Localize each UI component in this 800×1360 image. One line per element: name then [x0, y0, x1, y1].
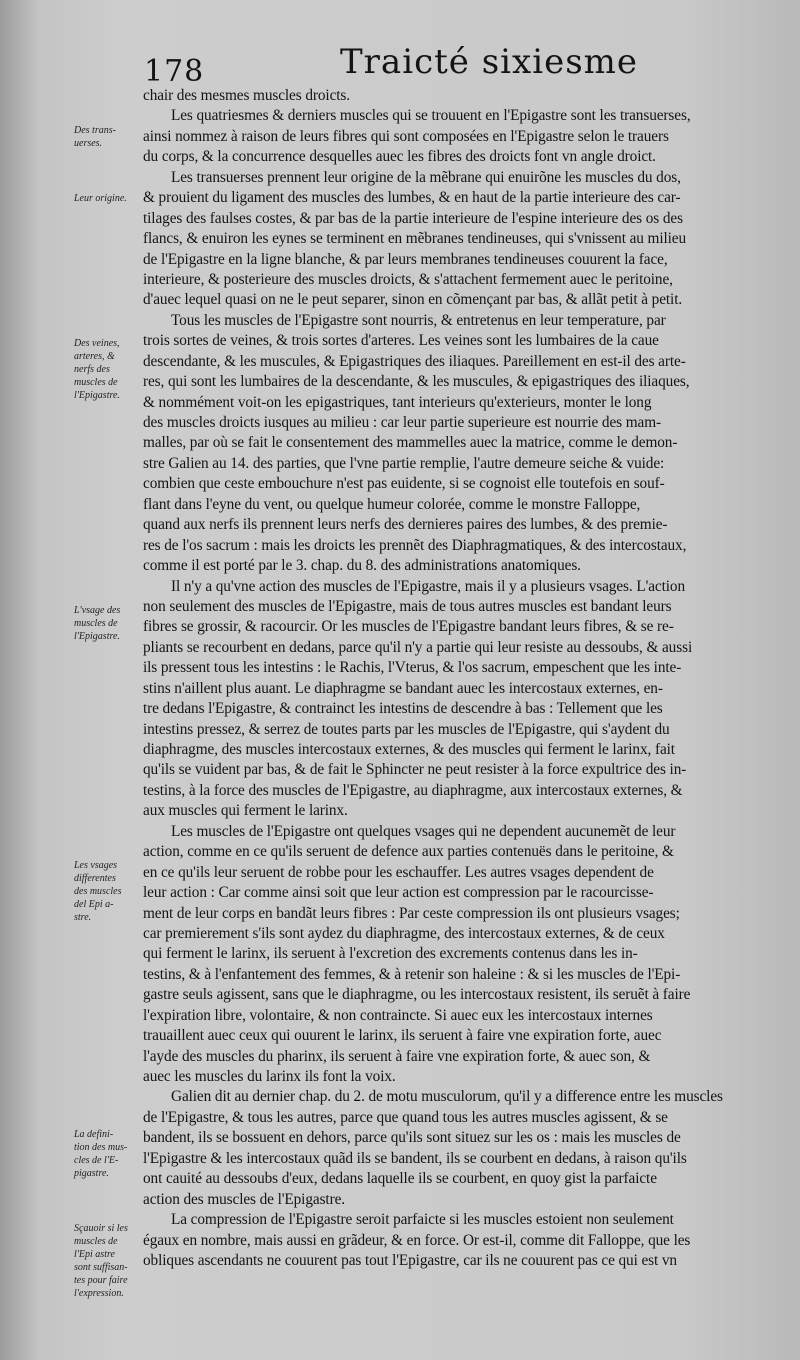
text-line: bandent, ils se bossuent en dehors, parce qu'ils sont situez sur les os : mais les muscles de	[143, 1129, 681, 1147]
text-line: Galien dit au dernier chap. du 2. de motu musculorum, qu'il y a difference entre les muscles	[171, 1088, 723, 1106]
text-line: testins, & à l'enfantement des femmes, & à retenir son haleine : & si les muscles de l'Epi-	[143, 965, 681, 983]
text-line: qu'ils se vuident par bas, & de fait le Sphincter ne peut resister à la force expultrice des in-	[143, 761, 687, 779]
text-line: pliants se recourbent en dedans, parce qu'il n'y a partie qui leur resiste au dessoubs, & aussi	[143, 638, 693, 656]
text-line: res de l'os sacrum : mais les droicts les prennẽt des Diaphragmatiques, & des intercostaux,	[143, 536, 687, 554]
text-line: ainsi nommez à raison de leurs fibres qui sont composées en l'Epigastre selon le trauers	[143, 127, 669, 145]
text-line: gastre seuls agissent, sans que le diaphragme, ou les intercostaux resistent, ils seruẽt à faire	[143, 986, 691, 1004]
text-line: flancs, & enuiron les eynes se terminent en mẽbranes tendineuses, qui s'vnissent au milieu	[143, 230, 687, 248]
text-line: malles, par où se fait le consentement des mammelles auec la matrice, comme le demon-	[143, 434, 678, 452]
text-line: ment de leur corps en bandãt leurs fibres : Par ceste compression ils ont plusieurs vsages;	[143, 904, 680, 922]
text-line: tilages des faulses costes, & par bas de la partie interieure de l'espine interieure des os des	[143, 209, 683, 227]
text-line: non seulement des muscles de l'Epigastre, mais de tous autres muscles est bandant leurs	[143, 597, 672, 615]
text-line: intestins pressez, & serrez de toutes parts par les muscles de l'Epigastre, qui s'aydent du	[143, 720, 670, 738]
page-number: 178	[144, 54, 205, 89]
text-line: leur action : Car comme ainsi soit que leur action est compression par le racourcisse-	[143, 884, 654, 902]
text-line: aux muscles qui ferment le larinx.	[143, 802, 348, 820]
text-line: Les muscles de l'Epigastre ont quelques vsages qui ne dependent aucunemẽt de leur	[171, 822, 676, 840]
running-head	[140, 40, 760, 90]
text-line: stins n'aillent plus auant. Le diaphragme se bandant auec les intercostaux externes, en-	[143, 679, 663, 697]
text-line: l'Epigastre & les intercostaux quãd ils se bandent, ils se courbent en dedans, à raison qu'ils	[143, 1149, 687, 1167]
text-line: ont cauité au dessoubs d'eux, dedans laquelle ils se courbent, en quoy gist la parfaicte	[143, 1170, 657, 1188]
text-line: Les transuerses prennent leur origine de la mẽbrane qui enuirõne les muscles du dos,	[171, 168, 681, 186]
text-line: Tous les muscles de l'Epigastre sont nourris, & entretenus en leur temperature, par	[171, 311, 666, 329]
paragraph	[143, 86, 773, 106]
text-line: obliques ascendants ne couurent pas tout l'Epigastre, car ils ne couurent pas ce qui est vn	[143, 1251, 677, 1269]
paragraph	[143, 1087, 773, 1210]
text-line: Les quatriesmes & derniers muscles qui se trouuent en l'Epigastre sont les transuerses,	[171, 107, 691, 125]
text-line: combien que ceste embouchure n'est pas euidente, si se cognoist elle toutefois en souf-	[143, 475, 665, 493]
text-line: res, qui sont les lumbaires de la descendante, & les muscules, & epigastriques des iliaques,	[143, 373, 690, 391]
paragraph	[143, 106, 773, 167]
text-line: action, comme en ce qu'ils seruent de defence aux parties contenuës dans le peritoine, &	[143, 843, 674, 861]
text-line: en ce qu'ils leur seruent de robbe pour les eschauffer. Les autres vsages dependent de	[143, 863, 654, 881]
running-title: Traicté sixiesme	[340, 42, 639, 82]
text-line: d'auec lequel quasi on ne le peut separer, sinon en cõmençant par bas, & allãt petit à petit.	[143, 291, 683, 309]
text-line: du corps, & la concurrence desquelles auec les fibres des droicts font vn angle droict.	[143, 148, 656, 166]
margin-note-definition: La defini- tion des mus- cles de l'E- pigastre.	[74, 1129, 128, 1179]
main-text	[143, 86, 773, 1271]
text-line: Il n'y a qu'vne action des muscles de l'Epigastre, mais il y a plusieurs vsages. L'action	[171, 577, 686, 595]
text-line: l'expiration libre, volontaire, & non contraincte. Si auec eux les intercostaux internes	[143, 1006, 653, 1024]
text-line: diaphragme, des muscles intercostaux externes, & des muscles qui ferment le larinx, fait	[143, 741, 675, 758]
text-line: auec les muscles du larinx ils font la voix.	[143, 1068, 396, 1085]
text-line: des muscles droicts iusques au milieu : car leur partie superieure est nourrie des mam-	[143, 414, 662, 431]
text-line: égaux en nombre, mais aussi en grãdeur, & en force. Or est-il, comme dit Falloppe, que les	[143, 1231, 691, 1249]
margin-note-usages-differents: Les vsages differentes des muscles del Epi a- stre.	[74, 860, 122, 923]
text-line: l'ayde des muscles du pharinx, ils seruent à faire vne expiration forte, & auec son, &	[143, 1047, 651, 1065]
text-line: flant dans l'eyne du vent, ou quelque humeur colorée, comme le monstre Falloppe,	[143, 495, 641, 513]
text-line: qui ferment le larinx, ils seruent à l'excretion des excrements contenus dans les in-	[143, 945, 638, 963]
text-line: trois sortes de veines, & trois sortes d'arteres. Les veines sont les lumbaires de la caue	[143, 332, 659, 350]
text-line: La compression de l'Epigastre seroit parfaicte si les muscles estoient non seulement	[171, 1211, 674, 1229]
text-line: descendante, & les muscules, & Epigastriques des iliaques. Pareillement en est-il des arte-	[143, 352, 686, 370]
margin-note-origine: Leur origine.	[74, 193, 127, 204]
margin-note-scavoir: Sçauoir si les muscles de l'Epi astre sont suffisan- tes pour faire l'expression.	[74, 1223, 128, 1299]
text-line: trauaillent auec ceux qui ouurent le larinx, ils seruent à faire vne expiration forte, auec	[143, 1027, 662, 1045]
text-line: chair des mesmes muscles droicts.	[143, 87, 350, 104]
margin-note-veines: Des veines, arteres, & nerfs des muscles de l'Epigastre.	[74, 338, 120, 401]
text-line: fibres se grossir, & racourcir. Or les muscles de l'Epigastre bandant leurs fibres, & se re-	[143, 618, 674, 636]
paragraph	[143, 577, 773, 822]
text-line: tre dedans l'Epigastre, & contrainct les intestins de descendre à bas : Tellement que les	[143, 700, 663, 718]
text-line: interieure, & posterieure des muscles droicts, & s'attachent fermement auec le peritoine,	[143, 270, 673, 288]
paragraph	[143, 168, 773, 311]
text-line: quand aux nerfs ils prennent leurs nerfs des dernieres paires des lumbes, & des premie-	[143, 516, 668, 534]
paragraph	[143, 822, 773, 1088]
margin-note-usage: L'vsage des muscles de l'Epigastre.	[74, 605, 121, 642]
paragraph	[143, 311, 773, 577]
text-line: de l'Epigastre en la ligne blanche, & par leurs membranes tendineuses couurent la face,	[143, 250, 668, 268]
text-line: & nommément voit-on les epigastriques, tant interieurs qu'exterieurs, monter le long	[143, 393, 652, 411]
text-line: stre Galien au 14. des parties, que l'vne partie remplie, l'autre demeure seiche & vuide:	[143, 454, 665, 472]
text-line: comme il est porté par le 3. chap. du 8. des administrations anatomiques.	[143, 557, 581, 575]
text-line: action des muscles de l'Epigastre.	[143, 1190, 345, 1208]
margin-note-transverses: Des trans- uerses.	[74, 125, 116, 149]
paragraph	[143, 1210, 773, 1271]
text-line: testins, à la force des muscles de l'Epigastre, au diaphragme, aux intercostaux externes, &	[143, 781, 683, 799]
text-line: ils pressent tous les intestins : le Rachis, l'Vterus, & l'os sacrum, empeschent que les inte-	[143, 659, 682, 677]
text-line: car premierement s'ils sont aydez du diaphragme, des intercostaux externes, & de ceux	[143, 924, 665, 942]
text-line: & prouient du ligament des muscles des lumbes, & en haut de la partie interieure des car-	[143, 189, 681, 207]
text-line: de l'Epigastre, & tous les autres, parce que quand tous les autres muscles agissent, & se	[143, 1108, 668, 1126]
